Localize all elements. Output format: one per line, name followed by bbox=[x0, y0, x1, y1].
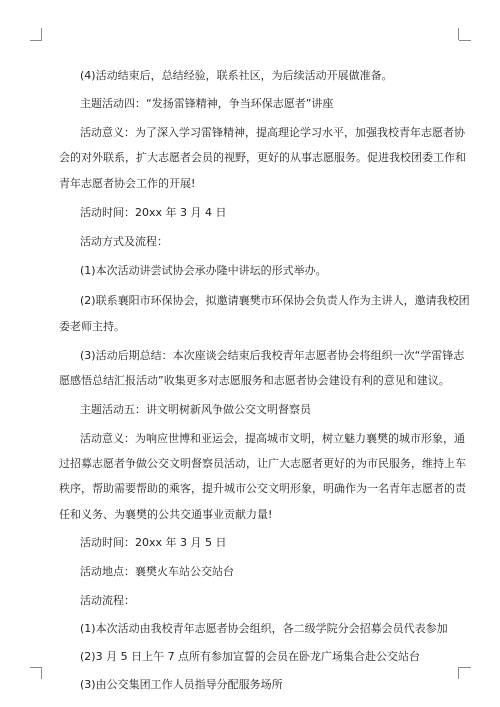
text-line: 活动方式及流程： bbox=[80, 235, 168, 248]
text-line: (4)活动结束后，总结经验，联系社区，为后续活动开展做准备。 bbox=[80, 69, 393, 82]
text-line: 活动地点：襄樊火车站公交站台 bbox=[80, 565, 234, 578]
text-line: 青年志愿者协会工作的开展! bbox=[59, 177, 196, 190]
section-heading: 主题活动五：讲文明树新风争做公交文明督察员 bbox=[80, 403, 311, 416]
text-line: (3)活动后期总结：本次座谈会结束后我校青年志愿者协会将组织一次“学雷锋志 bbox=[80, 349, 465, 362]
text-line: 活动意义：为响应世博和亚运会，提高城市文明，树立魅力襄樊的城市形象，通 bbox=[80, 432, 465, 445]
text-line: 委老师主持。 bbox=[59, 320, 125, 333]
text-line: (2)3 月 5 日上午 7 点所有参加宣誓的会员在卧龙广场集合赴公交站台 bbox=[80, 650, 421, 663]
text-line: (3)由公交集团工作人员指导分配服务场所 bbox=[80, 678, 283, 691]
text-line: 活动意义：为了深入学习雷锋精神，提高理论学习水平，加强我校青年志愿者协 bbox=[80, 126, 465, 139]
section-heading: 主题活动四：“发扬雷锋精神，争当环保志愿者”讲座 bbox=[80, 97, 334, 110]
text-line: 会的对外联系，扩大志愿者会员的视野，更好的从事志愿服务。促进我校团委工作和 bbox=[59, 151, 466, 164]
text-line: 活动时间：20xx 年 3 月 5 日 bbox=[80, 536, 227, 549]
text-line: 活动流程： bbox=[80, 594, 135, 607]
text-line: (2)联系襄阳市环保协会，拟邀请襄樊市环保协会负责人作为主讲人，邀请我校团 bbox=[80, 294, 470, 307]
text-line: 任和义务、为襄樊的公共交通事业贡献力量! bbox=[59, 508, 273, 521]
text-line: (1)本次活动由我校青年志愿者协会组织，各二级学院分会招募会员代表参加 bbox=[80, 622, 448, 635]
text-line: 过招募志愿者争做公交文明督察员活动，让广大志愿者更好的为市民服务，维持上车 bbox=[59, 457, 466, 470]
text-line: 秩序，帮助需要帮助的乘客，提升城市公交文明形象，明确作为一名青年志愿者的责 bbox=[59, 482, 466, 495]
text-line: 活动时间：20xx 年 3 月 4 日 bbox=[80, 206, 227, 219]
text-line: 愿感悟总结汇报活动”收集更多对志愿服务和志愿者协会建设有利的意见和建议。 bbox=[59, 374, 450, 387]
text-line: (1)本次活动讲尝试协会承办隆中讲坛的形式举办。 bbox=[80, 264, 327, 277]
